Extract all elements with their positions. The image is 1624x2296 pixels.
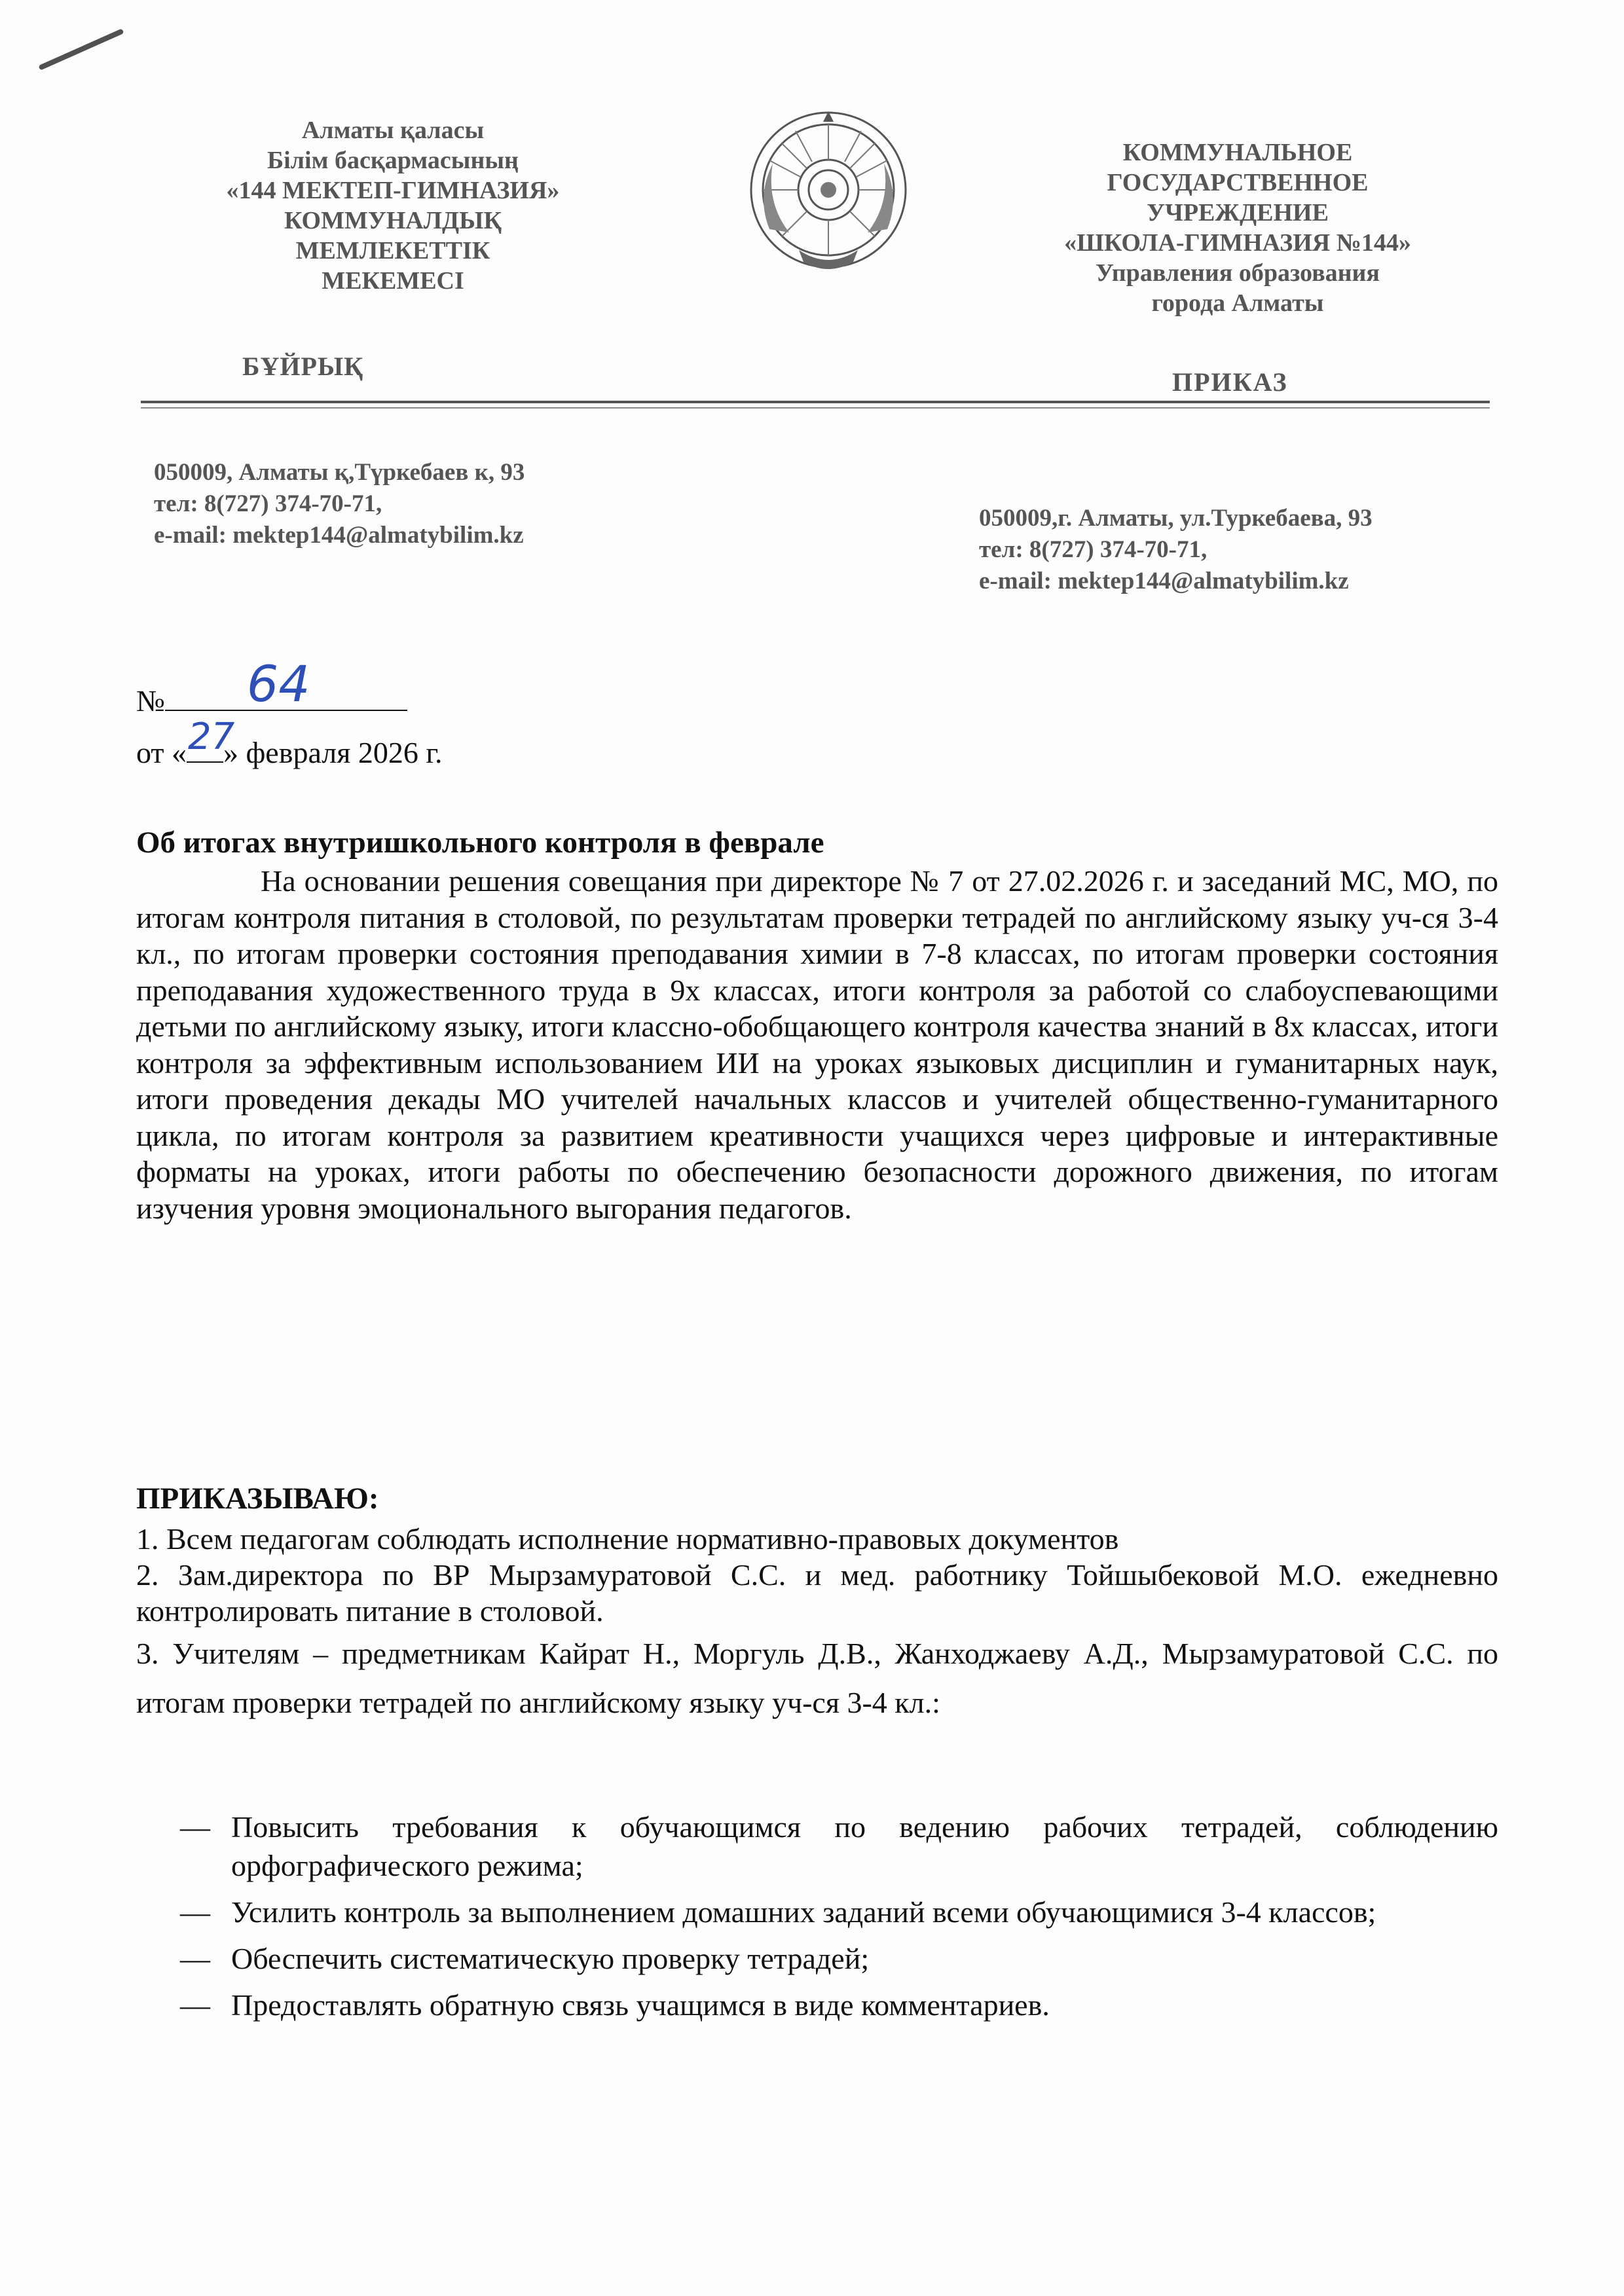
header-kz-line: МЕКЕМЕСІ bbox=[322, 267, 464, 295]
header-kz-block bbox=[157, 115, 629, 296]
order-subject-title: Об итогах внутришкольного контроля в феврале bbox=[136, 826, 824, 860]
header-ru-block bbox=[982, 137, 1493, 318]
list-item-text: Усилить контроль за выполнением домашних заданий всеми обучающимися 3-4 классов; bbox=[231, 1895, 1376, 1929]
address-ru-line: 050009,г. Алматы, ул.Туркебаева, 93 bbox=[979, 505, 1373, 532]
header-kz-line: Білім басқармасының bbox=[267, 147, 519, 174]
address-kz bbox=[154, 457, 525, 551]
order-directive-heading: ПРИКАЗЫВАЮ: bbox=[136, 1482, 379, 1516]
date-prefix: от « bbox=[136, 736, 187, 769]
handwritten-number: 64 bbox=[246, 655, 310, 713]
bullet-dash: — bbox=[180, 1810, 210, 1844]
order-item: 1. Всем педагогам соблюдать исполнение нормативно-правовых документов bbox=[136, 1522, 1119, 1556]
order-title-kz: БҰЙРЫҚ bbox=[242, 352, 364, 381]
address-kz-line: тел: 8(727) 374-70-71, bbox=[154, 490, 382, 517]
date-suffix: » февраля 2026 г. bbox=[223, 736, 443, 769]
address-ru-line: e-mail: mektep144@almatybilim.kz bbox=[979, 568, 1349, 594]
address-kz-line: 050009, Алматы қ,Түркебаев к, 93 bbox=[154, 459, 525, 486]
kazakhstan-state-emblem-icon bbox=[743, 98, 913, 288]
list-item bbox=[180, 1986, 1498, 2024]
header-ru-line: Управления образования bbox=[1096, 259, 1380, 287]
order-date-line bbox=[136, 716, 443, 770]
number-label: № bbox=[136, 684, 165, 718]
list-item bbox=[180, 1808, 1498, 1885]
number-blank bbox=[165, 655, 407, 713]
list-item-text: Повысить требования к обучающимся по ведению рабочих тетрадей, соблюдению орфографического режима; bbox=[231, 1810, 1498, 1882]
header-ru-line: города Алматы bbox=[1151, 289, 1324, 317]
list-item-text: Предоставлять обратную связь учащимся в виде комментариев. bbox=[231, 1988, 1050, 2022]
order-title-ru: ПРИКАЗ bbox=[1172, 367, 1288, 397]
order-item: 3. Учителям – предметникам Кайрат Н., Моргуль Д.В., Жанходжаеву А.Д., Мырзамуратовой С.С. по итогам проверки тетрадей по английскому языку уч-ся 3-4 кл.: bbox=[136, 1637, 1498, 1719]
header-divider bbox=[141, 401, 1490, 403]
date-day-blank bbox=[187, 716, 235, 763]
header-kz-line: «144 МЕКТЕП-ГИМНАЗИЯ» bbox=[226, 177, 560, 204]
header-ru-line: УЧРЕЖДЕНИЕ bbox=[1147, 199, 1329, 227]
preamble-paragraph: На основании решения совещания при директоре № 7 от 27.02.2026 г. и заседаний МС, МО, по итогам контроля питания в столовой, по результатам проверки тетрадей по английскому языку уч-ся 3-4 кл., по итогам проверки состояния преподавания химии в 7-8 классах, по итогам проверки состояния преподавания художественного труда в 9х классах, итоги контроля за работой со слабоуспевающими детьми по английскому языку, итоги классно-обобщающего контроля качества знаний в 8х классах, итоги контроля за эффективным использованием ИИ на уроках языковых дисциплин и гуманитарных наук, итоги проведения декады МО учителей начальных классов и учителей общественно-гуманитарного цикла, по итогам контроля за развитием креативности учащихся через цифровые и интерактивные форматы на уроках, итоги работы по обеспечению безопасности дорожного движения, по итогам изучения уровня эмоционального выгорания педагогов. bbox=[136, 864, 1498, 1225]
order-items-list bbox=[136, 1521, 1498, 1727]
order-number-line bbox=[136, 655, 407, 718]
bullet-dash: — bbox=[180, 1942, 210, 1975]
header-ru-line: КОММУНАЛЬНОЕ bbox=[1122, 139, 1353, 166]
bullet-dash: — bbox=[180, 1895, 210, 1929]
order-item: 2. Зам.директора по ВР Мырзамуратовой С.С. и мед. работнику Тойшыбековой М.О. ежедневно контролировать питание в столовой. bbox=[136, 1558, 1498, 1628]
bullet-dash: — bbox=[180, 1988, 210, 2022]
list-item bbox=[180, 1893, 1498, 1931]
header-kz-line: Алматы қаласы bbox=[301, 117, 485, 144]
scan-pen-mark bbox=[38, 28, 124, 70]
address-kz-line: e-mail: mektep144@almatybilim.kz bbox=[154, 522, 524, 549]
order-subitems-list bbox=[180, 1808, 1498, 2032]
address-ru-line: тел: 8(727) 374-70-71, bbox=[979, 536, 1208, 563]
header-divider-thin bbox=[141, 407, 1490, 409]
header-kz-line: КОММУНАЛДЫҚ bbox=[284, 207, 502, 234]
header-ru-line: ГОСУДАРСТВЕННОЕ bbox=[1107, 169, 1369, 196]
header-ru-line: «ШКОЛА-ГИМНАЗИЯ №144» bbox=[1064, 229, 1411, 257]
list-item-text: Обеспечить систематическую проверку тетрадей; bbox=[231, 1942, 870, 1975]
header-kz-line: МЕМЛЕКЕТТІК bbox=[295, 237, 490, 264]
list-item bbox=[180, 1939, 1498, 1978]
address-ru bbox=[979, 503, 1373, 597]
handwritten-day: 27 bbox=[188, 716, 235, 758]
